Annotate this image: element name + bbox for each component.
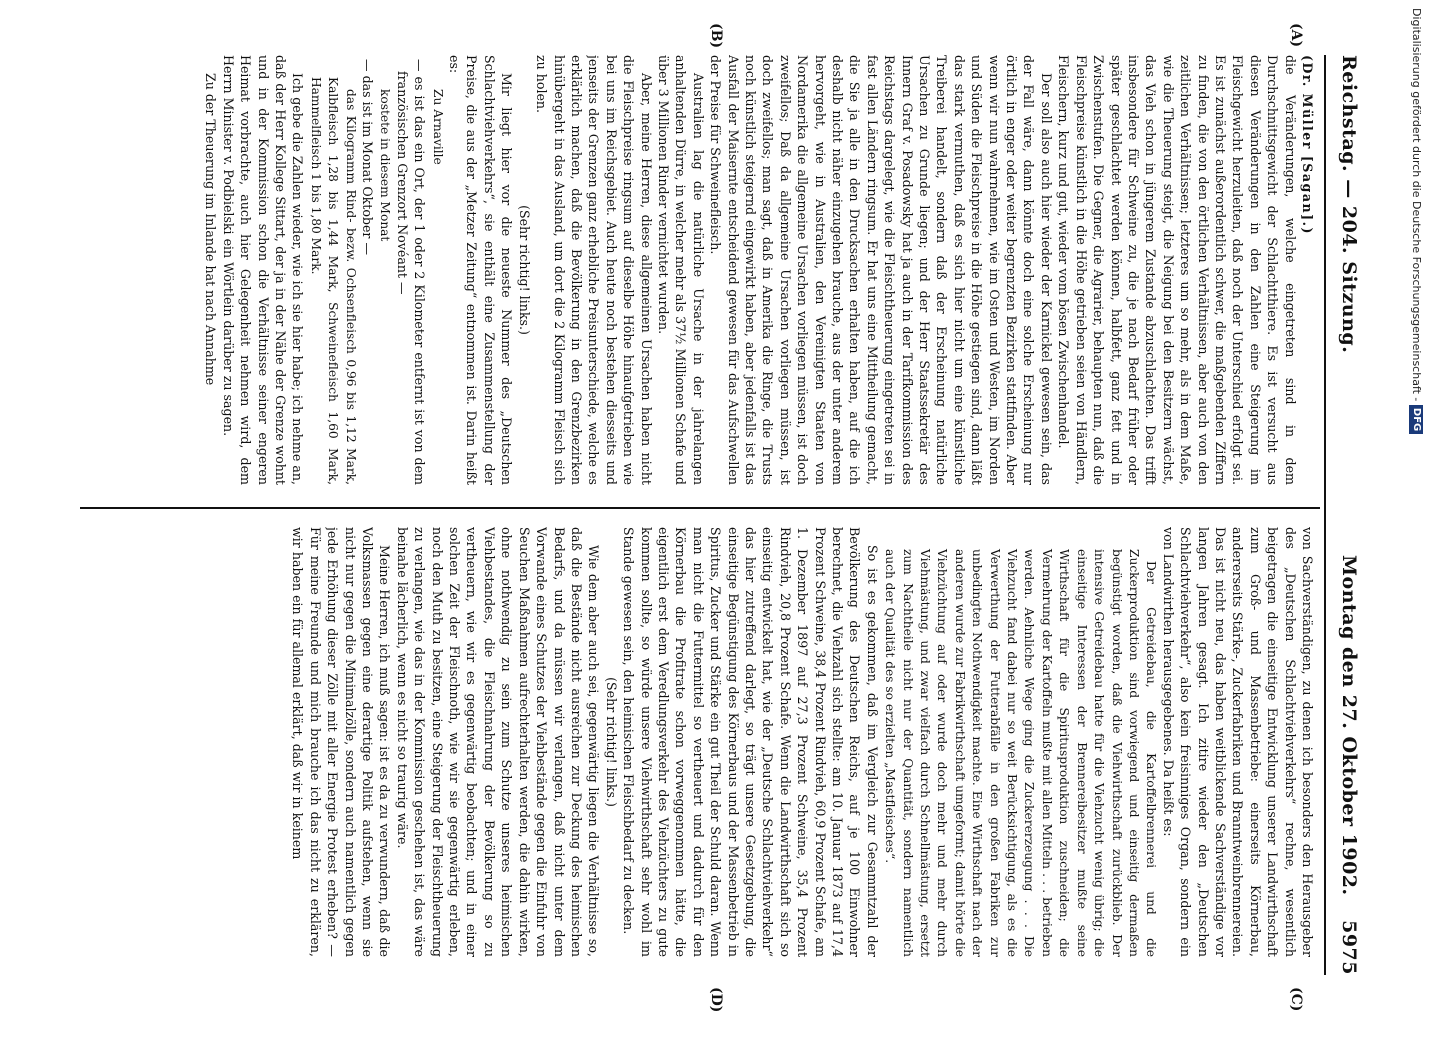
page-number: 5975 <box>1338 920 1360 975</box>
paragraph: Mir liegt hier vor die neueste Nummer des „Deutschen Schlachtviehverkehrs“, sie enthält eine Zusammenstellung der Preise, die aus der „Metzer Zeitung“ entnommen ist. Darin heißt es: <box>447 55 515 485</box>
interjection: (Sehr richtig! links.) <box>603 677 619 807</box>
quote-line: Zu Arnaville <box>430 89 445 165</box>
paragraph: Zu der Theuerung im Inlande hat nach Annahme <box>203 73 219 386</box>
quote-aside: — es ist das ein Ort, der 1 oder 2 Kilometer entfernt ist von dem französischen Grenzort Novéant — <box>394 59 428 485</box>
quote-block: Der Getreidebau, die Kartoffelbrennerei und die Zuckerproduktion sind vorwiegend und einseitig dermaßen begünstigt worden, daß die Viehwirthschaft zurückblieb. Der intensive Getreidebau hatte für die Viehzucht wenig übrig; die einseitige Interessen der Brennereibesitzer mußte seine Wirthschaft für die Spiritusproduktion zuschneiden; die Vermehrung der Kartoffeln mußte mit allen Mitteln . . . betrieben werden. Aehnliche Wege ging die Zuckererzeugung . . . Die Viehzucht fand dabei nur so weit Berücksichtigung, als es die Verwerthung der Futterabfälle in den großen Fabriken zur unbedingten Nothwendigkeit machte. Eine Wirthschaft nach der anderen wurde zur Fabrikwirthschaft umgeformt; damit hörte die Viehzüchtung auf oder wurde doch mehr und mehr durch Viehmästung, und zwar vielfach durch Schnellmästung, ersetzt zum Nachtheile nicht nur der Quantität, sondern namentlich auch der Qualität des so erzielten „Mastfleisches“. <box>883 549 1159 957</box>
paragraph: So ist es gekommen, daß im Vergleich zur Gesammtzahl der Bevölkerung des Deutschen Reichs, auf je 100 Einwohner berechnet, die Viehzahl sich stellte: am 10. Januar 1873 auf 17,4 Prozent Schweine, 38,4 Prozent Rindvieh, 60,9 Prozent Schafe, am 1. Dezember 1897 auf 27,3 Prozent Schweine, 35,4 Prozent Rindvieh, 20,8 Prozent Schafe. Wenn die Landwirthschaft sich so einseitig entwickelt hat, wie der „Deutsche Schlachtviehverkehr“ das hier zutreffend darlegt, so trägt unsere Gesetzgebung, die einseitige Begünstigung des Körnerbaus und der Massenbetrieb in Spiritus, Zucker und Stärke ein gut Theil der Schuld daran. Wenn man nicht die Futtermittel so vertheuert und dadurch für den Körnerbau die Profitrate schon vorweggenommen hätte, die eigentlich erst dem Veredlungsverkehr des Viehzüchters zu gute kommen sollte, so würde unsere Viehwirthschaft sehr wohl im Stande gewesen sein, den heimischen Fleischbedarf zu decken. <box>621 527 880 957</box>
digitization-credit <box>1404 8 1428 688</box>
page-header <box>1324 55 1364 975</box>
quote-line: kostete in diesem Monat <box>378 89 393 242</box>
interjection: (Sehr richtig! links.) <box>516 205 532 335</box>
paragraph: Aber, meine Herren, diese allgemeinen Ursachen haben nicht die Fleischpreise ringsum auf dieselbe Höhe hinaufgetrieben wie bei uns im Reichsgebiet. Auch heute noch bestehen diesseits und jenseits der Grenzen ganz erhebliche Preisunterschiede, welche es erklärlich machen, daß die Bevölkerung in den Grenzbezirken hinübergeht in das Ausland, um dort die 2 Kilogramm Fleisch sich zu holen. <box>534 55 654 485</box>
dfg-logo: DFG <box>1409 405 1423 434</box>
left-column <box>86 55 1316 485</box>
newspaper-sheet <box>64 23 1364 1055</box>
paragraph: Australien lag die natürliche Ursache in der jahrelangen anhaltenden Dürre, in welcher mehr als 37½ Millionen Schafe und über 3 Millionen Rinder vernichtet wurden. <box>655 55 706 485</box>
paragraph: Meine Herren, ich muß sagen: ist es da zu verwundern, daß die Volksmassen gegen eine derartige Politik aufstehen, wenn sie nicht nur gegen die Minimalzölle, sondern auch namentlich gegen jede Erhöhung dieser Zölle mit aller Energie Protest erheben? — Für meine Freunde und mich brauche ich das nicht zu erklären, wir haben ein für allemal erklärt, daß wir in keinem <box>290 527 393 957</box>
header-rule <box>1324 55 1326 975</box>
right-column <box>86 527 1316 957</box>
margin-marker-c: (C) <box>1288 987 1304 1012</box>
paragraph: Der soll also auch hier wieder der Karnickel gewesen sein, das der Fall wäre, dann könnte doch eine solche Erscheinung nur örtlich in enger oder weiter begrenzten Bezirken stattfinden. Aber wenn wir nun wahrnehmen, wie im Osten und Westen, im Norden und Süden die Fleischpreise in die Höhe gestiegen sind, dann läßt das stark vermuthen, daß es sich hier nicht um eine künstliche Treiberei handelt, sondern daß der Erscheinung natürliche Ursachen zu Grunde liegen; und der Herr Staatssekretär des Innern Graf v. Posadowsky hat ja auch in der Tarifkommission des Reichstags dargelegt, wie die Fleischtheuerung eingetreten sei in fast allen Ländern ringsum. Er hat uns eine Mittheilung gemacht, die Sie ja alle in den Drucksachen erhalten haben, auf die ich deshalb nicht näher einzugehen brauche, aus der unter anderem hervorgeht, wie in Australien, den Vereinigten Staaten von Nordamerika die allgemeine Ursachen vorliegen müssen, ist doch zweifellos; Daß da allgemeine Ursachen vorliegen müssen, ist doch zweifellos; man sagt, daß in Amerika die Ringe, die Trusts noch künstlich steigernd eingewirkt haben, aber jedenfalls ist das Ausfall der Maisernte entscheidend gewesen für das Aufschwellen der Preise für Schweinefleisch. <box>708 55 1054 485</box>
header-date: Montag den 27. Oktober 1902. <box>1338 555 1360 896</box>
speaker-note: (Dr. Müller [Sagan].) <box>1300 55 1315 235</box>
margin-marker-d: (D) <box>708 987 724 1013</box>
paragraph: von Sachverständigen, zu denen ich besonders den Herausgeber des „Deutschen Schlachtviehverkehrs“ rechne, wesentlich beigetragen die einseitige Entwicklung unserer Landwirthschaft zum Groß- und Massenbetriebe: einerseits Körnerbau, andererseits Stärke-, Zuckerfabriken und Branntweinbrennereien. Das ist nicht neu, das haben weitblickende Sachverständige vor langen Jahren gesagt. Ich zitire wieder den „Deutschen Schlachtviehverkehr“, also kein freisinniges Organ, sondern ein von Landwirthen herausgegebenes. Da heißt es: <box>1160 527 1315 957</box>
margin-marker-a: (A) <box>1288 23 1304 48</box>
header-session: Reichstag. — 204. Sitzung. <box>1338 55 1360 354</box>
paragraph: die Veränderungen, welche eingetreten sind in dem Durchschnittsgewicht der Schlachtthiere. Es ist versucht aus diesen Veränderungen in den Zahlen eine Steigerung im Fleischgewicht herzuleiten, daß noch der Unterschied erfolgt sei. Es ist zunächst außerordentlich schwer, die maßgebenden Ziffern zu finden, die von den örtlichen Verhältnissen, aber auch von den zeitlichen Verhältnissen; letzteres um so mehr, als in dem Maße, wie die Theuerung steigt, die Neigung bei den Besitzern wächst, das Vieh schon in jüngerem Zustande abzuschlachten. Das trifft insbesondere für Schweine zu, die je nach Bedarf früher oder später geschlachtet werden können, halbfett, ganz fett und in Zwischenstufen. Die Gegner, die Agrarier, behaupten nun, daß die Fleischpreise künstlich in die Höhe getrieben seien von Händlern, Fleischern, kurz und gut, wieder vom bösen Zwischenhandel. <box>1056 55 1298 485</box>
quote-line: das Kilogramm Rind- bezw. Ochsenfleisch 0,96 bis 1,12 Mark, Kalbfleisch 1,28 bis 1,44 Mark, Schweinefleisch 1,60 Mark, Hammelfleisch 1 bis 1,80 Mark. <box>308 77 358 485</box>
credit-text: Digitalisierung gefördert durch die Deutsche Forschungsgemeinschaft - <box>1410 8 1423 402</box>
column-divider <box>80 507 1320 509</box>
margin-marker-b: (B) <box>708 23 724 49</box>
paragraph: Wie dem aber auch sei, gegenwärtig liegen die Verhältnisse so, daß die Bestände nicht ausreichen zur Deckung des heimischen Bedarfs, und da müssen wir verlangen, daß nicht unter dem Vorwande eines Schutzes der Viehbestände gegen die Einfuhr von Seuchen Maßnahmen aufrechterhalten werden, die dahin wirken, ohne nothwendig zu sein zum Schutze unseres heimischen Viehbestandes, die Fleischnahrung der Bevölkerung so zu vertheuern, wie wir es gegenwärtig beobachten; und in einer solchen Zeit der Fleischnoth, wie wir sie gegenwärtig erleben, noch den Muth zu besitzen, eine Steigerung der Fleischtheuerung zu verlangen, wie das in der Kommission geschehen ist, das wäre beinahe lächerlich, wenn es nicht so traurig wäre. <box>394 527 602 957</box>
quote-aside: — das ist im Monat Oktober — <box>360 59 376 256</box>
paragraph: Ich gebe die Zahlen wieder, wie ich sie hier habe; ich nehme an, daß der Herr Kollege Sittart, der ja in der Nähe der Grenze wohnt und in der Kommission schon die Verhältnisse seiner engeren Heimat vorbrachte, auch hier Gelegenheit nehmen wird, dem Herrn Minister v. Podbielski ein Wörtlein darüber zu sagen. <box>220 55 306 485</box>
